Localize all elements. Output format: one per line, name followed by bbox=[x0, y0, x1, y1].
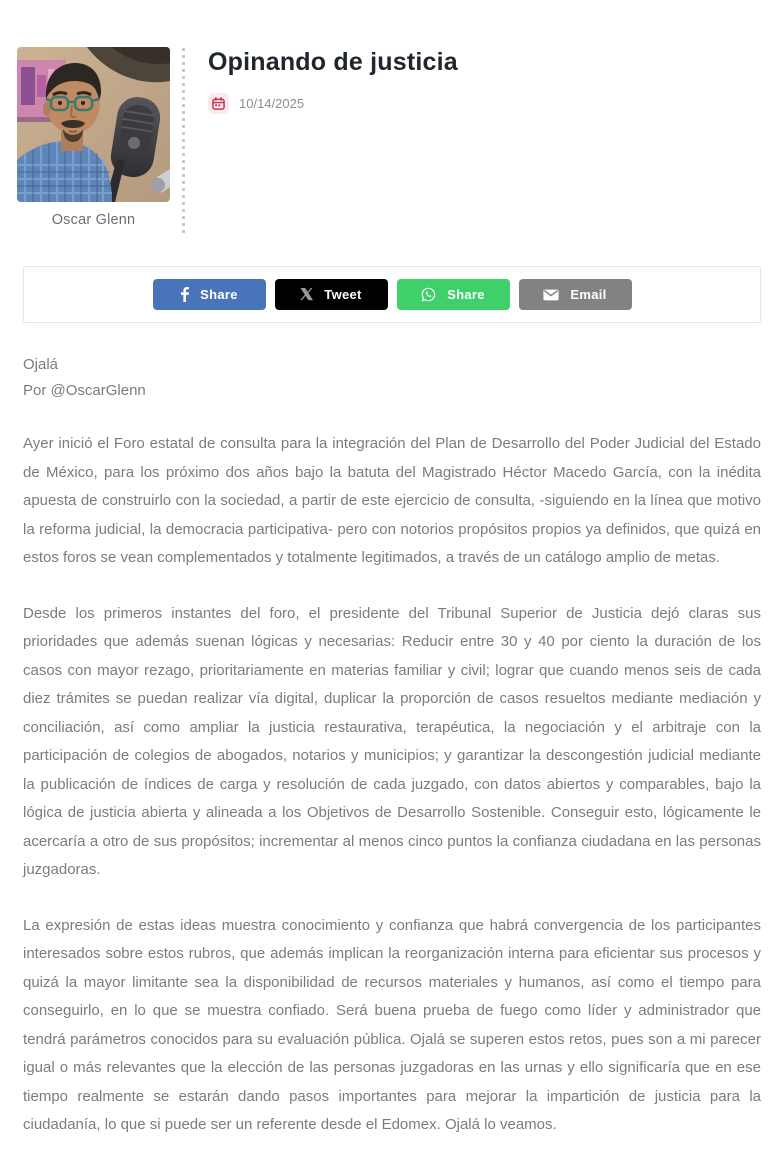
share-button-whatsapp[interactable] bbox=[397, 279, 510, 310]
article-intro bbox=[23, 352, 761, 404]
share-button-label: Email bbox=[570, 287, 607, 302]
calendar-icon bbox=[208, 93, 229, 114]
share-button-email[interactable] bbox=[519, 279, 632, 310]
share-toolbar bbox=[23, 266, 761, 323]
share-button-label: Share bbox=[447, 287, 485, 302]
author-name: Oscar Glenn bbox=[51, 212, 136, 228]
share-button-tweet[interactable] bbox=[275, 279, 388, 310]
article-body bbox=[23, 352, 761, 1140]
author-photo-illustration bbox=[17, 47, 170, 202]
author-block bbox=[17, 47, 170, 228]
share-button-facebook[interactable] bbox=[153, 279, 266, 310]
author-photo bbox=[17, 47, 170, 202]
title-block bbox=[185, 47, 458, 114]
paragraph: Ayer inició el Foro estatal de consulta para la integración del Plan de Desarrollo del Poder Judicial del Estado de México, para los próximo dos años bajo la batuta del Magistrado Héctor Macedo García, con la inédita apuesta de construirlo con la sociedad, a partir de este ejercicio de consulta, -siguiendo en la línea que motivo la reforma judicial, la democracia participativa- pero con notorios propósitos propios ya definidos, que quizá en estos foros se vean complementados y totalmente legitimados, a través de un catálogo amplio de metas. bbox=[23, 435, 761, 566]
date-row bbox=[208, 93, 458, 114]
page-title: Opinando de justicia bbox=[208, 48, 458, 76]
share-button-label: Share bbox=[200, 287, 238, 302]
article-byline: Por @OscarGlenn bbox=[23, 382, 146, 399]
article-header bbox=[0, 0, 784, 235]
x-twitter-icon bbox=[300, 288, 313, 301]
whatsapp-icon bbox=[421, 287, 436, 302]
paragraph: La expresión de estas ideas muestra conocimiento y confianza que habrá convergencia de los participantes interesados sobre estos rubros, que además implican la reorganización interna para eficientar sus procesos y quizá la mayor limitante sea la disponibilidad de recursos materiales y humanos, así como el tiempo para conseguirlo, en lo que se muestra confiado. Será buena prueba de fuego como líder y administrador que tendrá parámetros conocidos para su evaluación pública. Ojalá se superen estos retos, pues son a mi parecer igual o más relevantes que la elección de las personas juzgadoras en las urnas y ello significaría que en ese tiempo realmente se estarán dando pasos importantes para mejorar la impartición de justicia para la ciudadanía, lo que si puede ser un referente desde el Edomex. Ojalá lo veamos. bbox=[23, 916, 761, 1133]
article-date: 10/14/2025 bbox=[239, 96, 305, 111]
share-button-label: Tweet bbox=[324, 287, 362, 302]
paragraph: Desde los primeros instantes del foro, el presidente del Tribunal Superior de Justicia dejó claras sus prioridades que además suenan lógicas y necesarias: Reducir entre 30 y 40 por ciento la duración de los casos con mayor rezago, prioritariamente en materias familiar y civil; lograr que cuando menos seis de cada diez trámites se puedan realizar vía digital, duplicar la proporción de casos resueltos mediante mediación y conciliación, así como ampliar la justicia restaurativa, terapéutica, la negociación y el arbitraje con la participación de colegios de abogados, notarios y municipios; y garantizar la descongestión judicial mediante la publicación de índices de carga y resolución de cada juzgado, con datos abiertos y comparables, bajo la lógica de justicia abierta y alineada a los Objetivos de Desarrollo Sostenible. Conseguir esto, lógicamente le acercaría a otro de sus propósitos; incrementar al menos cinco puntos la confianza ciudadana en las personas juzgadoras. bbox=[23, 604, 761, 878]
article-lede: Ojalá bbox=[23, 356, 59, 373]
facebook-icon bbox=[180, 287, 189, 302]
email-icon bbox=[543, 289, 559, 301]
